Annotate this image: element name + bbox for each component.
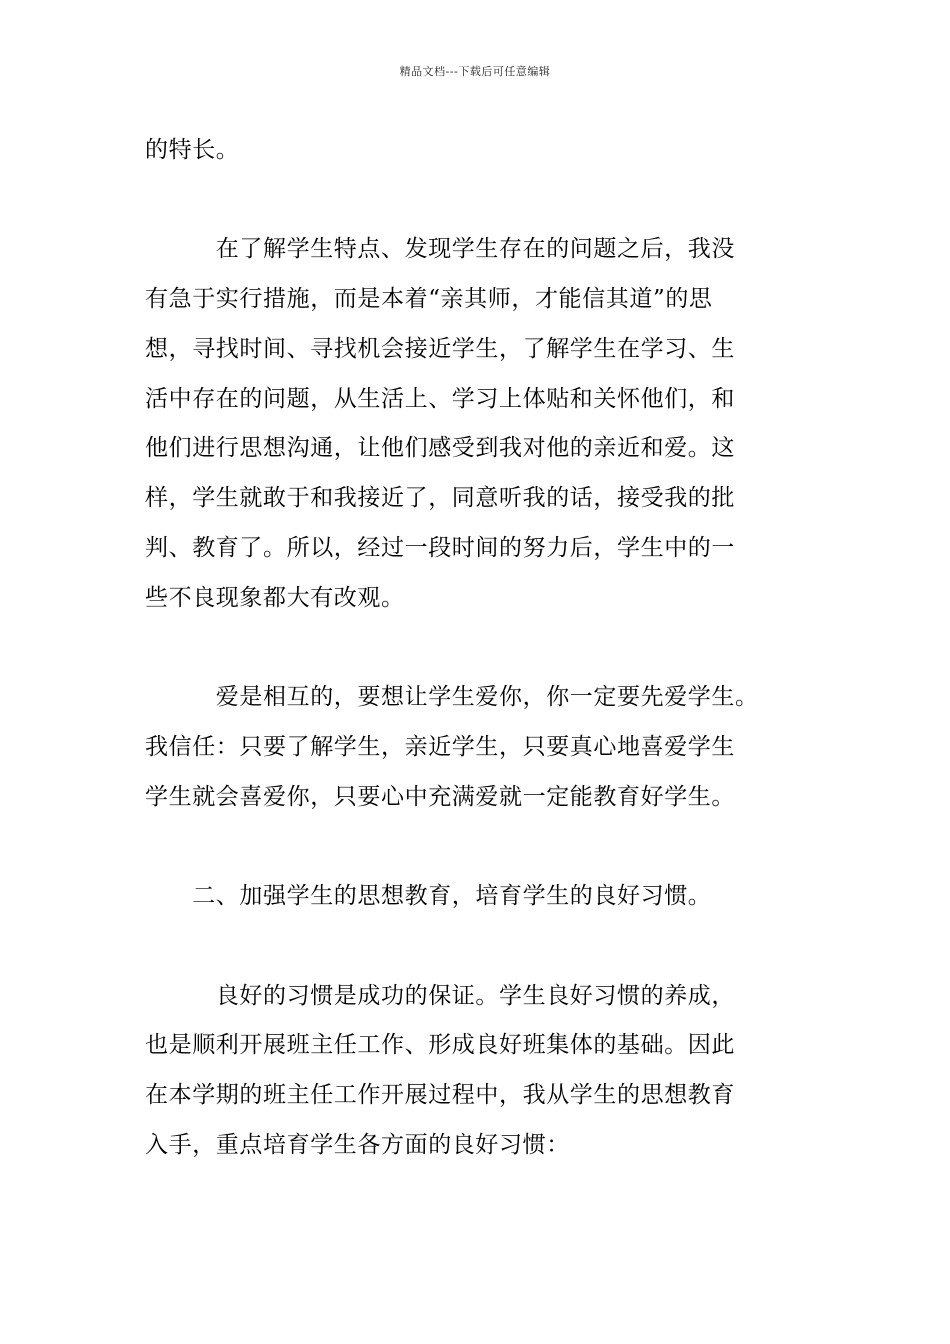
text-line: 学生就会喜爱你，只要心中充满爱就一定能教育好学生。 [145,784,735,810]
text-line: 的特长。 [145,137,240,163]
page-header: 精品文档---下载后可任意编辑 [399,65,551,78]
text-line: 样，学生就敢于和我接近了，同意听我的话，接受我的批 [145,485,735,511]
text-line: 在本学期的班主任工作开展过程中，我从学生的思想教育 [145,1082,735,1108]
text-line: 爱是相互的，要想让学生爱你，你一定要先爱学生。 [145,684,759,710]
text-line: 入手，重点培育学生各方面的良好习惯： [145,1132,570,1158]
text-line: 在了解学生特点、发现学生存在的问题之后，我没 [145,236,735,262]
text-line: 良好的习惯是成功的保证。学生良好习惯的养成， [145,983,735,1009]
text-line: 些不良现象都大有改观。 [145,585,405,611]
section-heading: 二、加强学生的思想教育，培育学生的良好习惯。 [145,883,712,909]
text-line: 有急于实行措施，而是本着“亲其师，才能信其道”的思 [145,286,713,312]
text-line: 活中存在的问题，从生活上、学习上体贴和关怀他们，和 [145,386,735,412]
text-line: 也是顺利开展班主任工作、形成良好班集体的基础。因此 [145,1032,735,1058]
text-line: 判、教育了。所以，经过一段时间的努力后，学生中的一 [145,535,735,561]
text-line: 我信任：只要了解学生，亲近学生，只要真心地喜爱学生 [145,734,735,760]
text-line: 他们进行思想沟通，让他们感受到我对他的亲近和爱。这 [145,435,735,461]
text-line: 想，寻找时间、寻找机会接近学生，了解学生在学习、生 [145,336,735,362]
